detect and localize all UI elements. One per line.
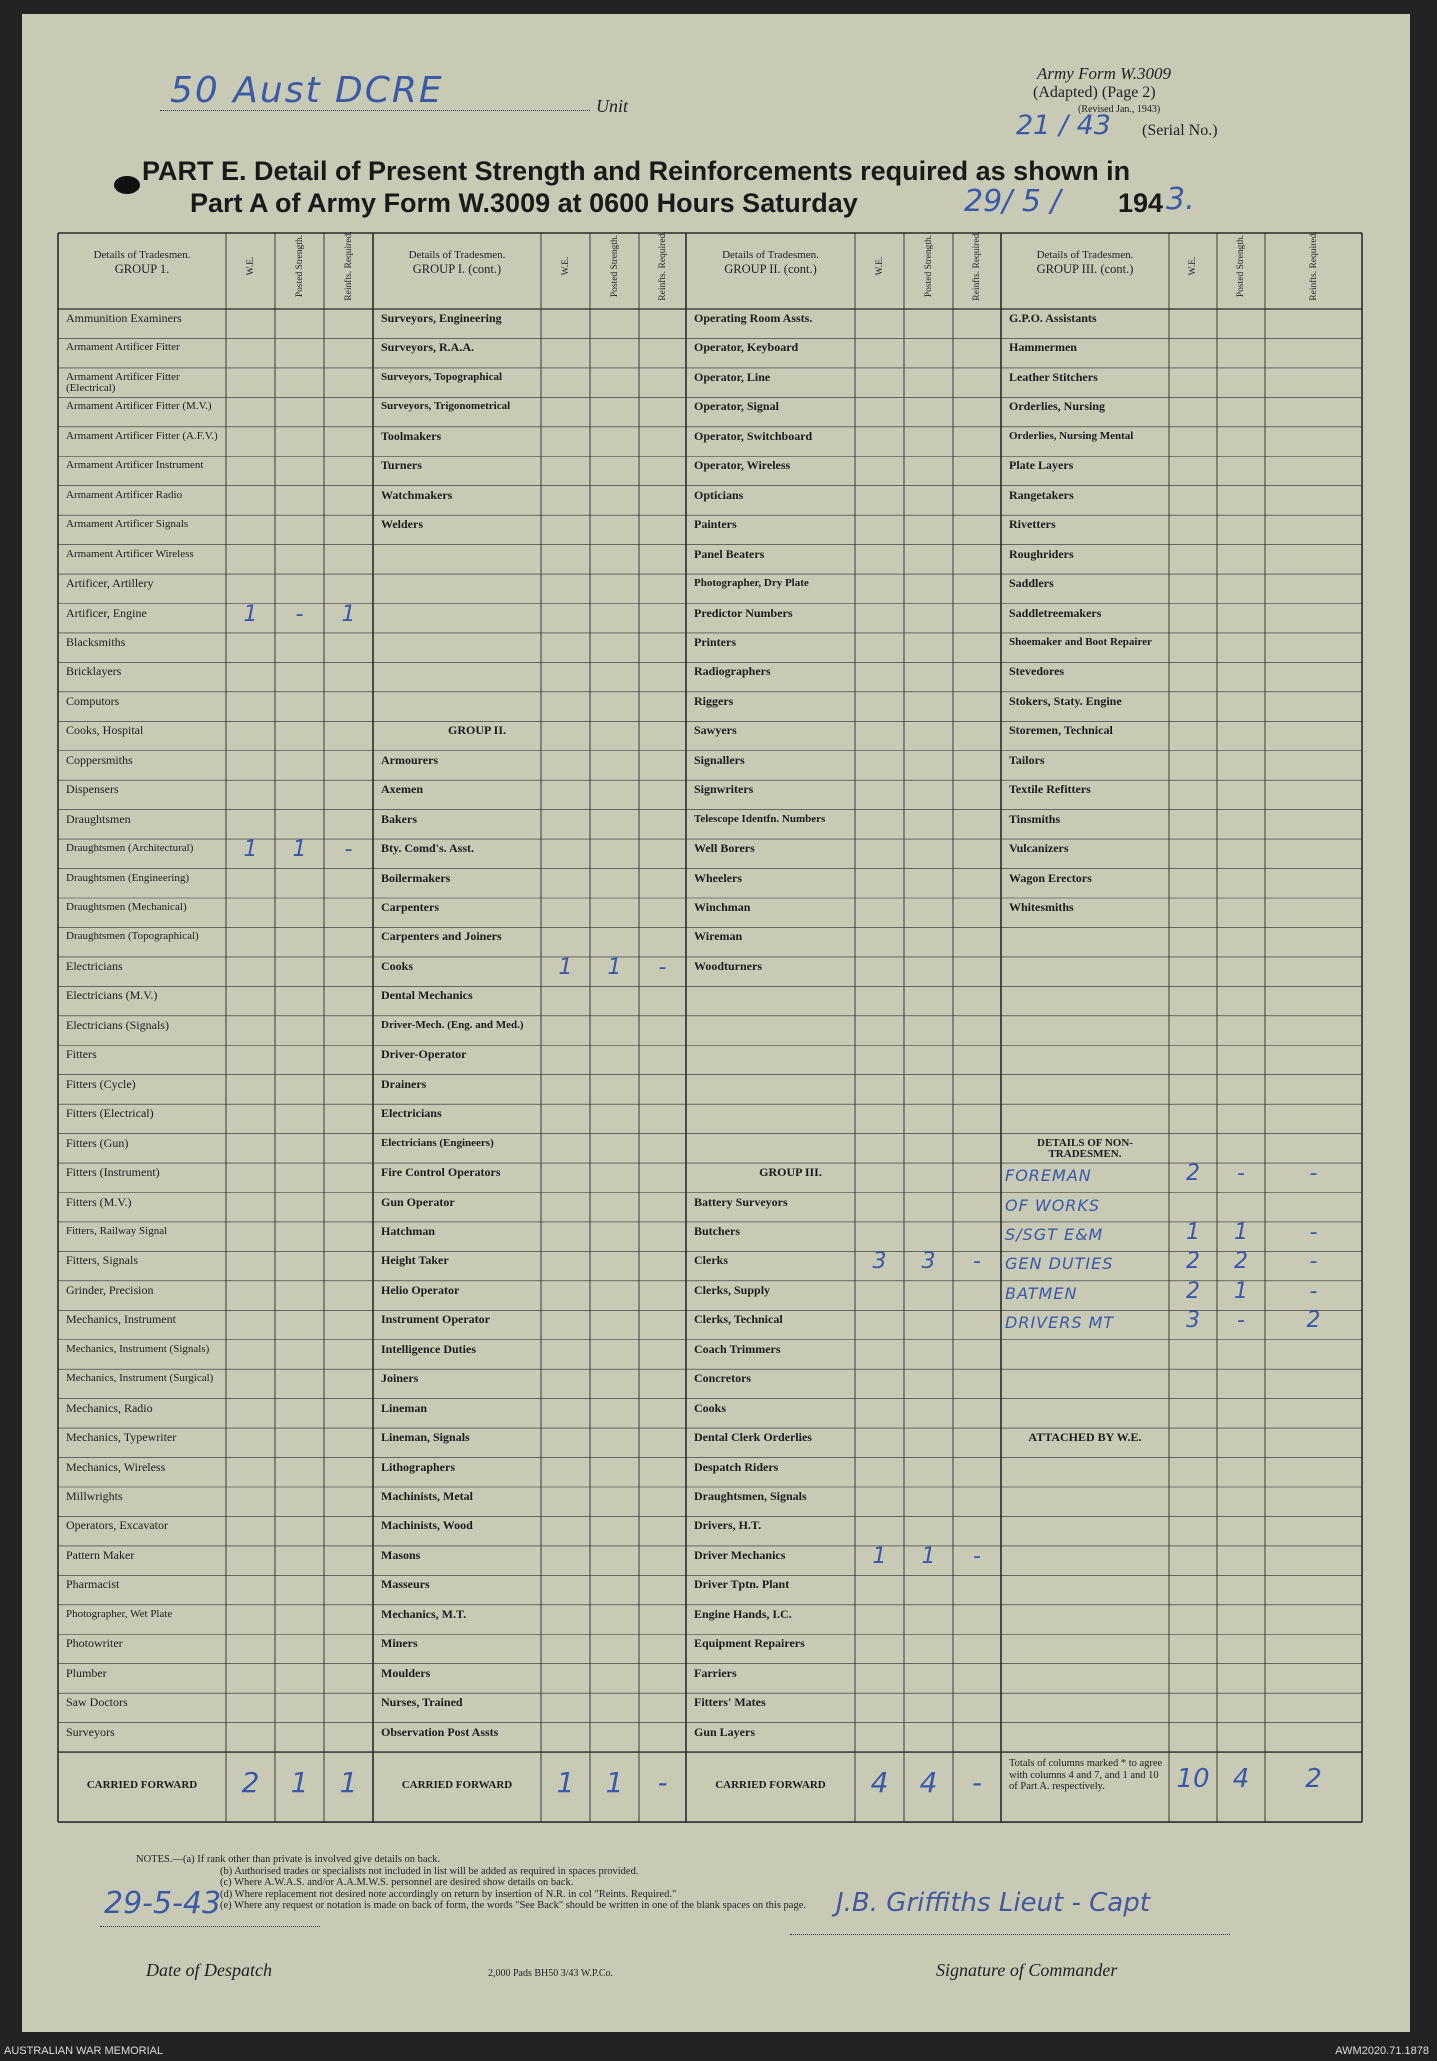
strength-entry: - [1309, 1219, 1318, 1245]
trade-label: Ammunition Examiners [66, 311, 182, 325]
details-heading: Details of Tradesmen. [1036, 249, 1134, 261]
trade-label: Draughtsmen (Engineering) [66, 871, 190, 884]
trade-label: Opticians [694, 487, 744, 502]
trade-label: Electricians (Signals) [66, 1017, 169, 1032]
trade-label: Watchmakers [381, 487, 453, 502]
trade-label: Fitters, Signals [66, 1253, 139, 1268]
trade-label: Stokers, Staty. Engine [1009, 693, 1122, 708]
column-header-posted: Posted Strength. [294, 234, 305, 298]
trade-label: Fitters, Railway Signal [66, 1224, 168, 1237]
strength-entry: 1 [1186, 1219, 1200, 1245]
trade-label: Fitters [66, 1047, 97, 1062]
form-name: Army Form W.3009 [1037, 64, 1171, 83]
trade-label: Surveyors [66, 1724, 115, 1739]
trade-label: Draughtsmen, Signals [694, 1489, 807, 1503]
column-header-we: W.E. [874, 256, 885, 276]
carried-forward-label: CARRIED FORWARD [86, 1779, 198, 1792]
trade-label: Bty. Comd's. Asst. [381, 841, 475, 856]
trade-label: Vulcanizers [1009, 841, 1069, 856]
commander-signature: J.B. Griffiths Lieut - Capt [836, 1888, 1150, 1918]
trade-label: Electricians [381, 1106, 442, 1121]
note-line: (e) Where any request or notation is made on back of form, the words "See Back" should be written in one of the blank spaces on this page. [220, 1900, 807, 1911]
trade-label: Operating Room Assts. [694, 311, 813, 325]
trade-label: Mechanics, Instrument [66, 1312, 176, 1327]
trade-label: Equipment Repairers [694, 1636, 805, 1651]
trade-label: Mechanics, Instrument (Signals) [66, 1342, 210, 1355]
trade-label: Machinists, Metal [381, 1489, 473, 1503]
trade-label: Helio Operator [381, 1282, 460, 1297]
trade-label: Turners [381, 458, 422, 473]
carried-forward-value: 4 [919, 1766, 938, 1800]
column-header-we: W.E. [245, 256, 256, 276]
trade-label: Armament Artificer Radio [66, 488, 183, 501]
form-revised: (Revised Jan., 1943) [1078, 104, 1161, 115]
trade-label: Armament Artificer Signals [66, 518, 189, 531]
trade-label: Masons [381, 1547, 421, 1562]
form-adapted: (Adapted) (Page 2) [1033, 84, 1156, 101]
trade-label: Photographer, Dry Plate [694, 577, 809, 590]
trade-label: Pattern Maker [66, 1547, 135, 1562]
carried-forward-value: 2 [241, 1766, 260, 1800]
trade-label: Rivetters [1009, 517, 1056, 532]
trade-label: Telescope Identfn. Numbers [694, 812, 826, 825]
totals-value: 4 [1232, 1764, 1250, 1795]
trade-label: Storemen, Technical [1009, 723, 1113, 738]
trade-label: Blacksmiths [66, 634, 126, 649]
title-line-1: PART E. Detail of Present Strength and Reinforcements required as shown in [142, 156, 1131, 186]
trade-label: Surveyors, Topographical [381, 370, 503, 383]
strength-entry: - [1309, 1161, 1318, 1187]
trade-label: Despatch Riders [694, 1459, 779, 1474]
carried-forward-label: CARRIED FORWARD [715, 1779, 826, 1792]
column-header-details [1001, 249, 1169, 275]
trade-label: Mechanics, M.T. [381, 1606, 467, 1621]
trade-label: Dental Mechanics [381, 988, 473, 1003]
trade-label: Carpenters and Joiners [381, 929, 502, 944]
non-tradesman-entry: OF WORKS [1005, 1195, 1101, 1215]
trade-label: Fitters' Mates [694, 1695, 766, 1710]
trade-label: Artificer, Engine [66, 605, 147, 620]
trade-label: Gun Operator [381, 1194, 455, 1209]
trade-label: Axemen [381, 782, 423, 797]
strength-entry: - [1237, 1308, 1245, 1334]
trade-label: Clerks, Supply [694, 1282, 771, 1297]
despatch-label: Date of Despatch [146, 1960, 272, 1980]
trade-label: Draughtsmen [66, 811, 131, 826]
column-header-posted: Posted Strength. [923, 234, 934, 298]
trade-label: Lineman, Signals [381, 1430, 470, 1445]
trade-label: Fire Control Operators [381, 1165, 501, 1180]
strength-entry: 1 [341, 601, 356, 627]
section-heading: GROUP II. [447, 723, 506, 738]
date-year-prefix: 194 [1118, 188, 1164, 218]
strength-entry: 1 [558, 954, 573, 980]
group-heading: GROUP I. (cont.) [412, 262, 502, 276]
trade-label: Panel Beaters [694, 546, 765, 561]
trade-label: Bakers [381, 811, 417, 826]
trade-label: Draughtsmen (Architectural) [66, 842, 194, 855]
trade-label: Lineman [381, 1400, 428, 1415]
note-line: (c) Where A.W.A.S. and/or A.A.M.W.S. personnel are desired show details on back. [220, 1877, 574, 1888]
trade-label: Leather Stitchers [1009, 369, 1098, 384]
signature-label: Signature of Commander [936, 1960, 1118, 1980]
carried-forward-value: 4 [870, 1766, 889, 1800]
strength-entry: - [344, 837, 353, 863]
trade-label: Mechanics, Typewriter [66, 1430, 177, 1445]
trade-label: Fitters (M.V.) [66, 1194, 132, 1209]
column-header-details [373, 249, 541, 275]
trade-label: Mechanics, Radio [66, 1400, 153, 1415]
trade-label: Concretors [694, 1371, 752, 1386]
section-heading: GROUP III. [759, 1165, 822, 1180]
date-day-month: 29/ 5 / [964, 184, 1061, 219]
carried-forward-value: 1 [605, 1766, 624, 1800]
trade-label: Tinsmiths [1009, 811, 1061, 826]
strength-entry: 1 [292, 837, 307, 863]
trade-label: Electricians (Engineers) [381, 1136, 494, 1149]
trade-label: Sawyers [694, 723, 737, 738]
trade-label: Photowriter [66, 1636, 123, 1651]
trade-label: Armourers [381, 752, 439, 767]
strength-entry: - [295, 601, 304, 627]
non-tradesman-entry: DRIVERS MT [1005, 1313, 1115, 1333]
trade-label: Carpenters [381, 900, 439, 914]
trade-label: Engine Hands, I.C. [694, 1606, 792, 1621]
trade-label: Roughriders [1009, 546, 1074, 561]
trade-label: Hammermen [1009, 340, 1077, 355]
trade-label: Coppersmiths [66, 752, 133, 767]
carried-forward-value: - [971, 1766, 983, 1800]
strength-entry: 1 [607, 954, 622, 980]
note-line: NOTES.—(a) If rank other than private is involved give details on back. [136, 1854, 441, 1865]
archive-reference: AWM2020.71.1878 [1335, 2045, 1429, 2057]
trade-label: Computors [66, 693, 120, 708]
trade-label: Dental Clerk Orderlies [694, 1430, 812, 1445]
trade-label: Operators, Excavator [66, 1518, 168, 1533]
strength-entry: 3 [1186, 1308, 1200, 1334]
trade-label: Plumber [66, 1665, 107, 1680]
trade-label: Driver Mechanics [694, 1547, 786, 1562]
trade-label: Armament Artificer Fitter (A.F.V.) [66, 429, 218, 442]
column-header-posted: Posted Strength. [1236, 234, 1246, 298]
trade-label: Driver-Mech. (Eng. and Med.) [381, 1018, 524, 1031]
totals-value: 2 [1305, 1764, 1322, 1795]
trade-label: Hatchman [381, 1223, 435, 1238]
trade-label: Surveyors, R.A.A. [381, 340, 474, 355]
strength-entry: 1 [243, 837, 258, 863]
trade-label: Textile Refitters [1009, 782, 1091, 797]
carried-forward-value: 1 [290, 1766, 309, 1800]
strength-entry: 2 [1186, 1249, 1200, 1275]
trade-label: Saddletreemakers [1009, 605, 1102, 620]
despatch-date: 29-5-43 [104, 1886, 222, 1921]
non-tradesman-entry: S/SGT E&M [1005, 1224, 1104, 1244]
trade-label: Armament Artificer Fitter (Electrical) [66, 370, 180, 395]
trade-label: Instrument Operator [381, 1312, 490, 1327]
trade-label: Shoemaker and Boot Repairer [1009, 635, 1152, 648]
trade-label: Operator, Keyboard [694, 340, 799, 355]
trade-label: Fitters (Instrument) [66, 1165, 160, 1180]
carried-forward-value: - [657, 1766, 668, 1800]
trade-label: Battery Surveyors [694, 1194, 788, 1209]
strength-entry: - [1309, 1278, 1318, 1304]
totals-value: 10 [1176, 1764, 1210, 1795]
strength-entry: - [1237, 1161, 1245, 1187]
trade-label: Gun Layers [694, 1724, 756, 1739]
details-heading: Details of Tradesmen. [722, 249, 819, 261]
column-header-details [58, 249, 226, 275]
unit-value: 50 Aust DCRE [170, 70, 444, 111]
trade-label: Saddlers [1009, 576, 1054, 591]
trade-label: Toolmakers [381, 428, 442, 443]
strength-entry: - [1309, 1249, 1318, 1275]
trade-label: Printers [694, 634, 736, 649]
trade-label: Operator, Line [694, 369, 771, 384]
serial-value: 21 / 43 [1016, 110, 1111, 141]
note-line: (b) Authorised trades or specialists not included in list will be added as required in spaces provided. [220, 1865, 639, 1877]
trade-label: Welders [381, 517, 423, 532]
group-heading: GROUP III. (cont.) [1036, 262, 1134, 276]
column-header-reinfts: Reinfts. Required. [972, 231, 982, 301]
trade-label: Butchers [694, 1223, 740, 1238]
trade-label: Signallers [694, 752, 745, 767]
trade-label: Joiners [381, 1371, 419, 1386]
non-tradesman-entry: BATMEN [1005, 1283, 1078, 1303]
details-heading: Details of Tradesmen. [93, 249, 191, 261]
column-header-we: W.E. [1188, 256, 1198, 276]
signature-underline [790, 1934, 1230, 1935]
strength-entry: - [973, 1249, 981, 1275]
trade-label: G.P.O. Assistants [1009, 311, 1097, 325]
serial-label: (Serial No.) [1142, 122, 1218, 139]
trade-label: Observation Post Assts [381, 1724, 499, 1739]
trade-label: Operator, Wireless [694, 458, 791, 473]
strength-entry: - [973, 1543, 981, 1569]
strength-entry: 1 [872, 1543, 887, 1569]
column-header-details [686, 249, 855, 275]
trade-label: Moulders [381, 1665, 431, 1680]
trade-label: Operator, Switchboard [694, 428, 813, 443]
trade-label: Armament Artificer Wireless [66, 547, 194, 560]
trade-label: Fitters (Electrical) [66, 1106, 154, 1121]
carried-forward-label: CARRIED FORWARD [401, 1779, 513, 1792]
strength-entry: 1 [243, 601, 258, 627]
strength-entry: 3 [921, 1249, 936, 1275]
trade-label: Electricians (M.V.) [66, 988, 158, 1003]
column-header-posted: Posted Strength. [609, 234, 620, 298]
trade-label: Driver-Operator [381, 1047, 467, 1062]
unit-label: Unit [596, 96, 629, 116]
despatch-underline [100, 1926, 320, 1927]
section-heading: ATTACHED BY W.E. [1028, 1430, 1142, 1445]
trade-label: Surveyors, Engineering [381, 311, 502, 325]
trade-label: Coach Trimmers [694, 1341, 781, 1356]
trade-label: Painters [694, 517, 737, 532]
memorial-credit: AUSTRALIAN WAR MEMORIAL [4, 2045, 164, 2057]
trade-label: Radiographers [694, 664, 771, 679]
totals-note: Totals of columns marked * to agree with columns 4 and 7, and 1 and 10 of Part A. respectively. [1009, 1758, 1163, 1793]
trade-label: Lithographers [381, 1459, 456, 1474]
group-heading: GROUP 1. [114, 262, 170, 276]
trade-label: Drivers, H.T. [694, 1518, 762, 1533]
strength-entry: 2 [1306, 1308, 1321, 1334]
trade-label: Saw Doctors [66, 1695, 128, 1710]
trade-label: Grinder, Precision [66, 1282, 154, 1297]
trade-label: Wireman [694, 929, 743, 944]
trade-label: Pharmacist [66, 1577, 120, 1592]
trade-label: Riggers [694, 693, 734, 708]
column-header-reinfts: Reinfts. Required. [657, 231, 668, 301]
trade-label: Wagon Erectors [1009, 870, 1092, 885]
trade-label: Photographer, Wet Plate [66, 1607, 173, 1620]
note-line: (d) Where replacement not desired note accordingly on return by insertion of N.R. in col "Reints. Required." [220, 1888, 677, 1900]
title-line-2: Part A of Army Form W.3009 at 0600 Hours Saturday [190, 188, 858, 218]
date-year-suffix: 3. [1166, 182, 1195, 217]
section-heading: DETAILS OF NON-TRADESMEN. [1037, 1136, 1133, 1161]
trade-label: Electricians [66, 958, 123, 973]
trade-label: Boilermakers [381, 870, 451, 885]
trade-label: Surveyors, Trigonometrical [381, 400, 511, 413]
non-tradesman-entry: FOREMAN [1005, 1166, 1092, 1186]
trade-label: Orderlies, Nursing Mental [1009, 429, 1134, 442]
trade-label: Draughtsmen (Mechanical) [66, 901, 187, 913]
trade-label: Cooks [694, 1400, 727, 1415]
trade-label: Armament Artificer Fitter (M.V.) [66, 400, 212, 413]
trade-label: Drainers [381, 1076, 427, 1091]
strength-entry: 2 [1186, 1161, 1200, 1187]
trade-label: Plate Layers [1009, 458, 1074, 473]
strength-entry: 3 [872, 1249, 887, 1275]
column-header-reinfts: Reinfts. Required. [1308, 231, 1319, 301]
column-header-reinfts: Reinfts. Required. [343, 231, 354, 301]
trade-label: Clerks, Technical [694, 1312, 783, 1327]
trade-label: Bricklayers [66, 664, 122, 679]
trade-label: Stevedores [1009, 664, 1065, 679]
trade-label: Fitters (Cycle) [66, 1076, 136, 1091]
trade-label: Miners [381, 1636, 418, 1651]
trade-label: Well Borers [694, 841, 755, 856]
trade-label: Mechanics, Wireless [66, 1459, 166, 1474]
trade-label: Cooks, Hospital [66, 723, 144, 738]
printer-imprint: 2,000 Pads BH50 3/43 W.P.Co. [488, 1968, 614, 1979]
group-heading: GROUP II. (cont.) [724, 262, 817, 276]
trade-label: Nurses, Trained [381, 1695, 463, 1710]
trade-label: Wheelers [694, 870, 742, 885]
trade-label: Masseurs [381, 1577, 430, 1592]
trade-label: Fitters (Gun) [66, 1135, 129, 1150]
trade-label: Signwriters [694, 782, 754, 797]
trade-label: Clerks [694, 1253, 728, 1268]
trade-label: Cooks [381, 958, 414, 973]
strength-entry: 2 [1234, 1249, 1248, 1275]
trade-label: Armament Artificer Fitter [66, 341, 180, 354]
trade-label: Orderlies, Nursing [1009, 399, 1105, 414]
trade-label: Armament Artificer Instrument [66, 459, 204, 472]
strength-entry: 1 [921, 1543, 936, 1569]
trade-label: Draughtsmen (Topographical) [66, 930, 199, 943]
trade-label: Intelligence Duties [381, 1341, 476, 1356]
carried-forward-value: 1 [556, 1766, 575, 1800]
details-heading: Details of Tradesmen. [408, 249, 506, 261]
trade-label: Machinists, Wood [381, 1518, 473, 1533]
trade-label: Predictor Numbers [694, 605, 793, 620]
trade-label: Whitesmiths [1009, 900, 1074, 914]
trade-label: Operator, Signal [694, 399, 779, 414]
strength-entry: 2 [1186, 1278, 1200, 1304]
non-tradesman-entry: GEN DUTIES [1005, 1254, 1114, 1274]
trade-label: Woodturners [694, 958, 763, 973]
trade-label: Farriers [694, 1665, 737, 1680]
trade-label: Winchman [694, 900, 751, 914]
trade-label: Driver Tptn. Plant [694, 1577, 790, 1592]
strength-entry: 1 [1234, 1278, 1248, 1304]
trade-label: Rangetakers [1009, 487, 1074, 502]
strength-entry: 1 [1234, 1219, 1248, 1245]
trade-label: Artificer, Artillery [66, 576, 154, 591]
strength-entry: - [658, 954, 667, 980]
trade-label: Tailors [1009, 752, 1045, 767]
carried-forward-value: 1 [339, 1766, 358, 1800]
column-header-we: W.E. [560, 256, 571, 276]
trade-label: Dispensers [66, 782, 119, 797]
trade-label: Millwrights [66, 1489, 123, 1503]
trade-label: Height Taker [381, 1253, 449, 1268]
trade-label: Mechanics, Instrument (Surgical) [66, 1372, 214, 1385]
